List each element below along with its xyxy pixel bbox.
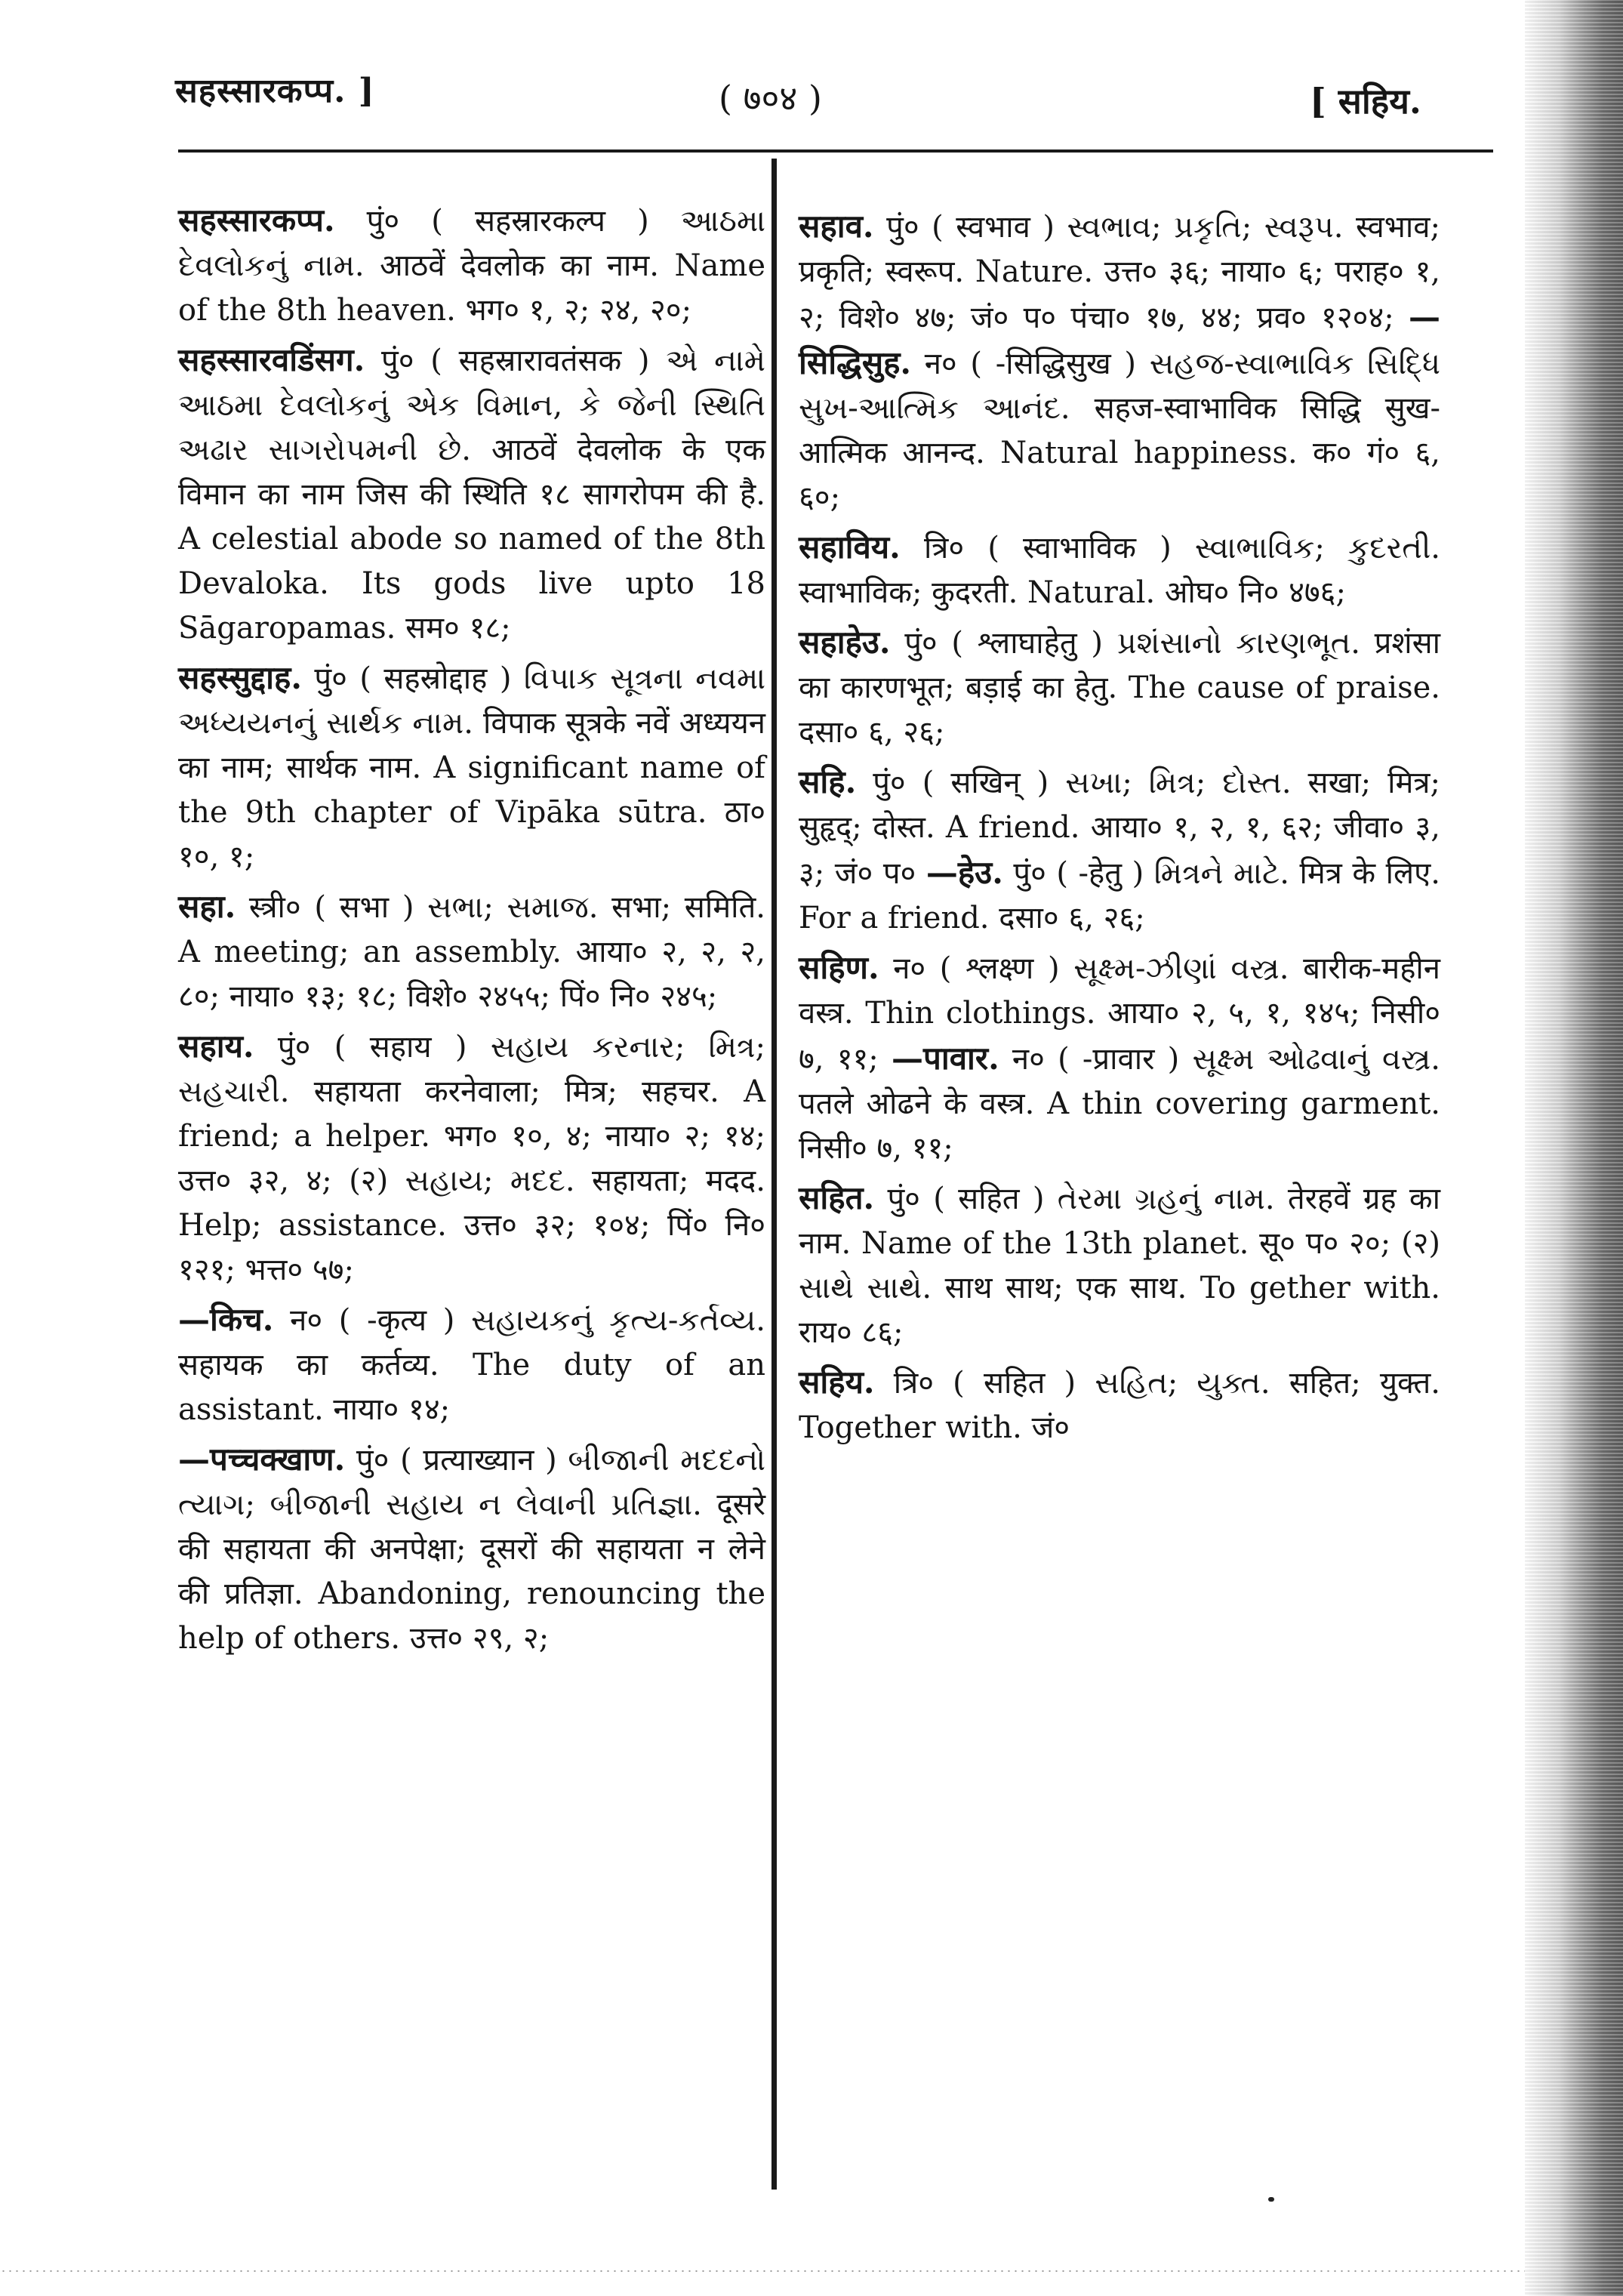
headword: सहाय. [178, 1028, 254, 1065]
entry-definition: पुं० ( स्वभाव ) સ્વભાવ; પ્રકૃતિ; સ્વરૂપ. स्वभाव; प्रकृति; स्वरूप. Nature. उत्त० ३६; नाया० ६; पराह० १, २; विशे० ४७; जं० प० पंचा० १७, ४४; प्रव० १२०४; [799, 210, 1440, 335]
entry-definition: पुं० ( सहस्रारावतंसक ) એ નામે આઠમા દેવલોકનું એક વિમાન, કે જેની સ્થિતિ અઢાર સાગરોપમની છે. आठवें देवलोक के एक विमान का नाम जिस की स्थिति १८ सागरोपम की है. A celestial abode so named of the 8th Devaloka. Its gods live upto 18 Sāgaropamas. सम० १८; [178, 344, 765, 646]
scan-noise [1525, 0, 1623, 2296]
right-column [799, 204, 1440, 1455]
ink-speck [1268, 2197, 1274, 2202]
left-column [178, 198, 765, 1666]
headword: सहिण. [799, 949, 879, 986]
running-head-left: सहस्सारकप्प. ] [175, 72, 375, 110]
dictionary-entry [799, 760, 1440, 941]
entry-definition: पुं० ( सहित ) તેરમા ગ્રહનું નામ. तेरहवें ग्रह का नाम. Name of the 13th planet. सू० प० २०; (२) સાથે સાથે. साथ साथ; एक साथ. To gether with. राय० ८६; [799, 1182, 1440, 1350]
dictionary-entry [178, 884, 765, 1019]
dictionary-subentry [178, 1297, 765, 1432]
sub-headword: —सिद्धिसुह. [799, 298, 1440, 381]
entry-definition: न० ( -कृत्य ) સહાયકનું કૃત્ય-કર્તવ્ય. सहायक का कर्तव्य. The duty of an assistant. नाया० १४; [178, 1303, 766, 1427]
entry-definition: पुं० ( श्लाघाहेतु ) પ્રશંસાનો કારણભૂત. प्रशंसा का कारणभूत; बड़ाई का हेतु. The cause of praise. दसा० ६, २६; [799, 626, 1441, 750]
headword: सहित. [799, 1179, 875, 1216]
sub-headword: —पच्चक्खाण. [178, 1441, 346, 1478]
entry-definition: न० ( -प्रावार ) સૂક્ષ્મ ઓઢવાનું વસ્ત્ર. पतले ओढने के वस्त्र. A thin covering garment. निसी० ७, ११; [799, 1042, 1440, 1166]
sub-headword: —किच. [178, 1301, 274, 1338]
dictionary-entry [799, 204, 1440, 520]
dictionary-entry [178, 337, 765, 651]
entry-definition: पुं० ( प्रत्याख्यान ) બીજાની મદદનો ત્યાગ; બીજાની સહાય ન લેવાની પ્રતિજ્ઞા. दूसरे की सहायता की अनपेक्षा; दूसरों की सहायता न लेने की प्रतिज्ञा. Abandoning, renouncing the help of others. उत्त० २९, २; [178, 1443, 766, 1656]
column-divider [771, 159, 777, 2190]
headword: सहस्सारकप्प. [178, 202, 335, 239]
entry-definition: त्रि० ( सहित ) સહિત; યુક્ત. सहित; युक्त. Together with. जं० [799, 1366, 1441, 1445]
headword: सहाविय. [799, 529, 901, 566]
entry-definition: त्रि० ( स्वाभाविक ) સ્વાભાવિક; કુદરતી. स्वाभाविक; कुदरती. Natural. ओघ० नि० ४७६; [799, 531, 1440, 610]
dictionary-entry [799, 525, 1440, 615]
headword: सहस्सारवडिंसग. [178, 341, 365, 378]
dictionary-entry [178, 655, 765, 880]
dictionary-entry [799, 945, 1440, 1171]
dictionary-entry [799, 1360, 1440, 1450]
sub-headword: —हेउ. [925, 854, 1003, 891]
headword: सहा. [178, 888, 236, 925]
entry-definition: न० ( श्लक्ष्ण ) સૂક્ષ્મ-ઝીણાં વસ્ત્ર. बारीक-महीन वस्त्र. Thin clothings. आया० २, ५, १, १४५; निसी० ७, ११; [799, 951, 1440, 1077]
entry-definition: पुं० ( सखिन् ) સખા; મિત્ર; દોસ્ત. सखा; मित्र; सुहृद्; दोस्त. A friend. आया० १, २, १, ६२; जीवा० ३, ३; जं० प० [799, 766, 1440, 891]
entry-definition: पुं० ( -हेतु ) મિત્રને માટે. मित्र के लिए. For a friend. दसा० ६, २६; [799, 856, 1440, 935]
dictionary-entry [799, 620, 1440, 755]
headword: सहस्सुद्दाह. [178, 659, 302, 696]
dictionary-subentry [178, 1437, 765, 1661]
headword: सहाहेउ. [799, 624, 891, 661]
header-rule [178, 149, 1493, 153]
entry-definition: पुं० ( सहस्रोद्दाह ) વિપાક સૂત્રના નવમા અધ્યયનનું સાર્થક નામ. विपाक सूत्रके नवें अध्ययन का नाम; सार्थक नाम. A significant name of the 9th chapter of Vipāka sūtra. ठा० १०, १; [178, 661, 765, 874]
bottom-scan-border [0, 2269, 1525, 2273]
sub-headword: —पावार. [891, 1040, 999, 1077]
entry-definition: पुं० ( सहाय ) સહાય કરનાર; મિત્ર; સહચારી. सहायता करनेवाला; मित्र; सहचर. A friend; a helper. भग० १०, ४; नाया० २; १४; उत्त० ३२, ४; (२) સહાય; મદદ. सहायता; मदद. Help; assistance. उत्त० ३२; १०४; पिं० नि० १२१; भत्त० ५७; [178, 1030, 766, 1287]
dictionary-entry [799, 1176, 1440, 1355]
entry-definition: न० ( -सिद्धिसुख ) સહજ-સ્વાભાવિક સિદ્ધિ સુખ-આત્મિક આનંદ. सहज-स्वाभाविक सिद्धि सुख-आत्मिक आनन्द. Natural happiness. क० गं० ६, ६०; [799, 347, 1440, 515]
headword: सहिय. [799, 1364, 875, 1401]
headword: सहाव. [799, 208, 874, 245]
entry-definition: स्त्री० ( सभा ) સભા; સમાજ. सभा; समिति. A meeting; an assembly. आया० २, २, २, ८०; नाया० १३; १८; विशे० २४५५; पिं० नि० २४५; [178, 890, 766, 1014]
page-number: ( ७०४ ) [719, 78, 822, 119]
headword: सहि. [799, 763, 857, 800]
dictionary-entry [178, 1024, 765, 1293]
dictionary-entry [178, 198, 765, 333]
running-head-right: [ सहिय. [1310, 81, 1421, 122]
entry-definition: पुं० ( सहस्रारकल्प ) આઠમા દેવલોકનું નામ. आठवें देवलोक का नाम. Name of the 8th heaven. भग० १, २; २४, २०; [178, 204, 765, 328]
